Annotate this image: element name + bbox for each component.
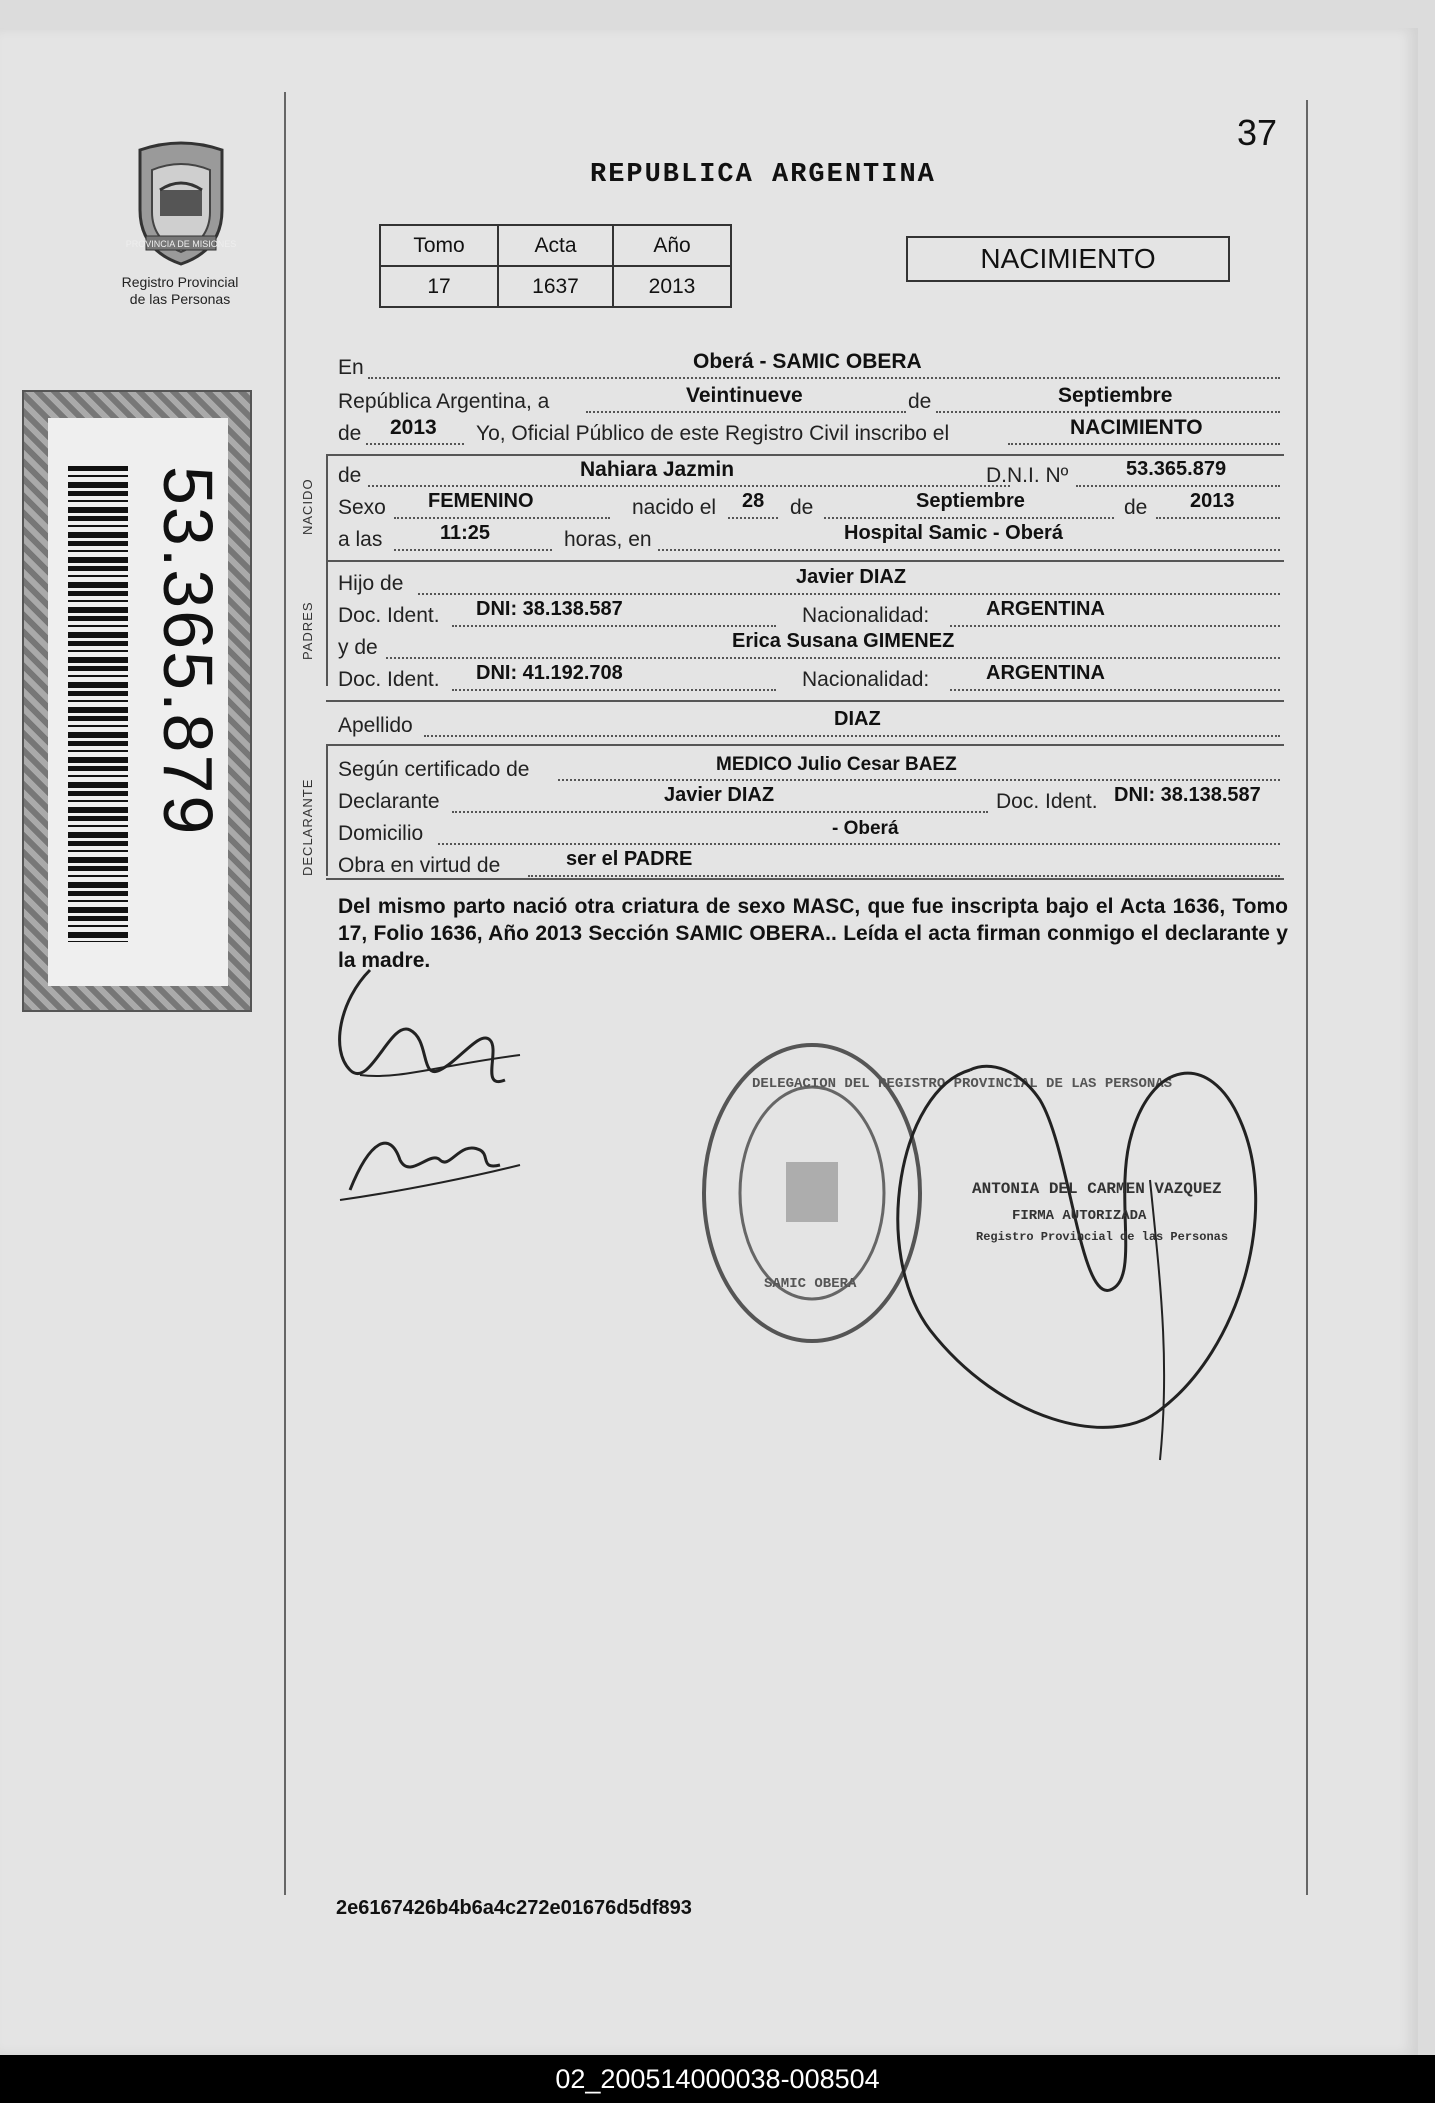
declarant-doc: DNI: 38.138.587 xyxy=(1114,784,1261,806)
record-row-date xyxy=(338,384,1283,412)
authority-name: ANTONIA DEL CARMEN VAZQUEZ xyxy=(972,1180,1222,1198)
registry-line-2: de las Personas xyxy=(129,291,231,307)
country-heading: REPUBLICA ARGENTINA xyxy=(590,160,936,190)
born-month: Septiembre xyxy=(916,490,1025,512)
born-row-time xyxy=(338,522,1283,550)
declarant-label: Declarante xyxy=(338,790,440,813)
born-de-label-2: de xyxy=(790,496,814,519)
record-row-place xyxy=(338,350,1283,378)
born-name: Nahiara Jazmin xyxy=(580,458,735,481)
separator-declarante-bottom xyxy=(326,878,1284,880)
mother-doc: DNI: 41.192.708 xyxy=(476,662,623,684)
father-doc-label: Doc. Ident. xyxy=(338,604,440,627)
born-time: 11:25 xyxy=(440,522,491,544)
mother-doc-label: Doc. Ident. xyxy=(338,668,440,691)
parents-row-father xyxy=(338,566,1283,594)
record-row-official xyxy=(338,416,1283,444)
official-text: Yo, Oficial Público de este Registro Civil inscribo el xyxy=(476,422,950,445)
reference-header-row xyxy=(380,225,731,266)
value-tomo: 17 xyxy=(380,266,498,307)
authority-signature xyxy=(860,1030,1280,1470)
page-number: 37 xyxy=(1237,112,1278,153)
born-de-label: de xyxy=(338,464,362,487)
authority-title: FIRMA AUTORIZADA xyxy=(1012,1208,1147,1224)
yde-label: y de xyxy=(338,636,378,659)
separator-apellido-top xyxy=(326,700,1284,702)
record-place: Oberá - SAMIC OBERA xyxy=(693,350,922,373)
father-nationality: ARGENTINA xyxy=(986,598,1105,620)
cert-label: Según certificado de xyxy=(338,758,530,781)
record-de-label: de xyxy=(908,390,932,413)
born-sex-label: Sexo xyxy=(338,496,386,519)
born-place: Hospital Samic - Oberá xyxy=(844,522,1063,544)
dni-strip-inner xyxy=(48,418,228,986)
separator-padres-top xyxy=(326,560,1284,562)
born-time-label: a las xyxy=(338,528,383,551)
value-acta: 1637 xyxy=(498,266,613,307)
document-hash: 2e6167426b4b6a4c272e01676d5df893 xyxy=(336,1897,692,1919)
registry-label xyxy=(95,274,265,308)
surname-row xyxy=(338,708,1283,736)
born-sex: FEMENINO xyxy=(428,490,534,512)
record-de-label-2: de xyxy=(338,422,362,445)
born-horas-label: horas, en xyxy=(564,528,652,551)
seal-inner-text: SAMIC OBERA xyxy=(764,1276,857,1292)
declarant-row-cert xyxy=(338,752,1283,780)
father-nationality-label: Nacionalidad: xyxy=(802,604,930,627)
left-margin-line xyxy=(284,92,286,1895)
padres-side-line xyxy=(326,560,328,686)
parents-row-father-doc xyxy=(338,598,1283,626)
declarant-row-name xyxy=(338,784,1283,812)
parents-row-mother-doc xyxy=(338,662,1283,690)
surname-label: Apellido xyxy=(338,714,413,737)
reason-label: Obra en virtud de xyxy=(338,854,501,877)
right-margin-line xyxy=(1306,100,1308,1895)
parents-row-mother xyxy=(338,630,1283,658)
born-dni-label: D.N.I. Nº xyxy=(986,464,1069,487)
mother-nationality: ARGENTINA xyxy=(986,662,1105,684)
authority-org: Registro Provincial de las Personas xyxy=(976,1230,1229,1244)
born-nacido-label: nacido el xyxy=(632,496,717,519)
cert-value: MEDICO Julio Cesar BAEZ xyxy=(716,754,957,775)
record-day-words: Veintinueve xyxy=(686,384,803,407)
section-padres: PADRES xyxy=(300,601,315,660)
address-label: Domicilio xyxy=(338,822,424,845)
handwritten-signatures xyxy=(330,960,550,1220)
born-de-label-3: de xyxy=(1124,496,1148,519)
header-acta: Acta xyxy=(498,225,613,266)
reason-value: ser el PADRE xyxy=(566,848,693,870)
declarant-name: Javier DIAZ xyxy=(664,784,775,806)
barcode-icon xyxy=(68,466,128,942)
republica-label: República Argentina, a xyxy=(338,390,550,413)
father-doc: DNI: 38.138.587 xyxy=(476,598,623,620)
separator-nacido-top xyxy=(326,454,1284,456)
value-anio: 2013 xyxy=(613,266,731,307)
declarant-doc-label: Doc. Ident. xyxy=(996,790,1098,813)
born-day: 28 xyxy=(742,490,765,512)
dni-strip-number: 53.365.879 xyxy=(149,466,227,837)
address-value: - Oberá xyxy=(832,818,899,839)
header-anio: Año xyxy=(613,225,731,266)
coat-of-arms-icon xyxy=(120,140,242,268)
reference-table xyxy=(379,224,732,308)
surname-value: DIAZ xyxy=(834,708,881,730)
header-tomo: Tomo xyxy=(380,225,498,266)
section-declarante: DECLARANTE xyxy=(300,778,315,876)
seal-ring-text: DELEGACION DEL REGISTRO PROVINCIAL DE LAS PERSONAS xyxy=(752,1076,1173,1092)
declarant-row-address xyxy=(338,816,1283,844)
separator-declarante-top xyxy=(326,744,1284,746)
dni-strip xyxy=(22,390,252,1012)
born-row-sex xyxy=(338,490,1283,518)
document-type-box: NACIMIENTO xyxy=(906,236,1230,282)
scan-footer-id: 02_200514000038-008504 xyxy=(0,2055,1435,2103)
nacido-side-line xyxy=(326,454,328,560)
registry-line-1: Registro Provincial xyxy=(121,274,239,290)
record-act-type: NACIMIENTO xyxy=(1070,416,1203,439)
born-year: 2013 xyxy=(1190,490,1235,512)
hijo-label: Hijo de xyxy=(338,572,404,595)
coat-of-arms-text: PROVINCIA DE MISIONES xyxy=(125,239,237,249)
reference-value-row xyxy=(380,266,731,307)
section-nacido: NACIDO xyxy=(300,478,315,535)
en-label: En xyxy=(338,356,364,379)
born-dni: 53.365.879 xyxy=(1126,458,1227,480)
record-month: Septiembre xyxy=(1058,384,1173,407)
remarks-paragraph: Del mismo parto nació otra criatura de sexo MASC, que fue inscripta bajo el Acta 1636, Tomo 17, Folio 1636, Año 2013 Sección SAMIC OBERA.. Leída el acta firman conmigo el declarante y la madre. xyxy=(338,895,1288,972)
record-year: 2013 xyxy=(390,416,437,439)
born-row-name xyxy=(338,458,1283,486)
mother-nationality-label: Nacionalidad: xyxy=(802,668,930,691)
declarante-side-line xyxy=(326,744,328,876)
mother-name: Erica Susana GIMENEZ xyxy=(732,630,955,652)
declarant-row-reason xyxy=(338,848,1283,876)
father-name: Javier DIAZ xyxy=(796,566,907,588)
